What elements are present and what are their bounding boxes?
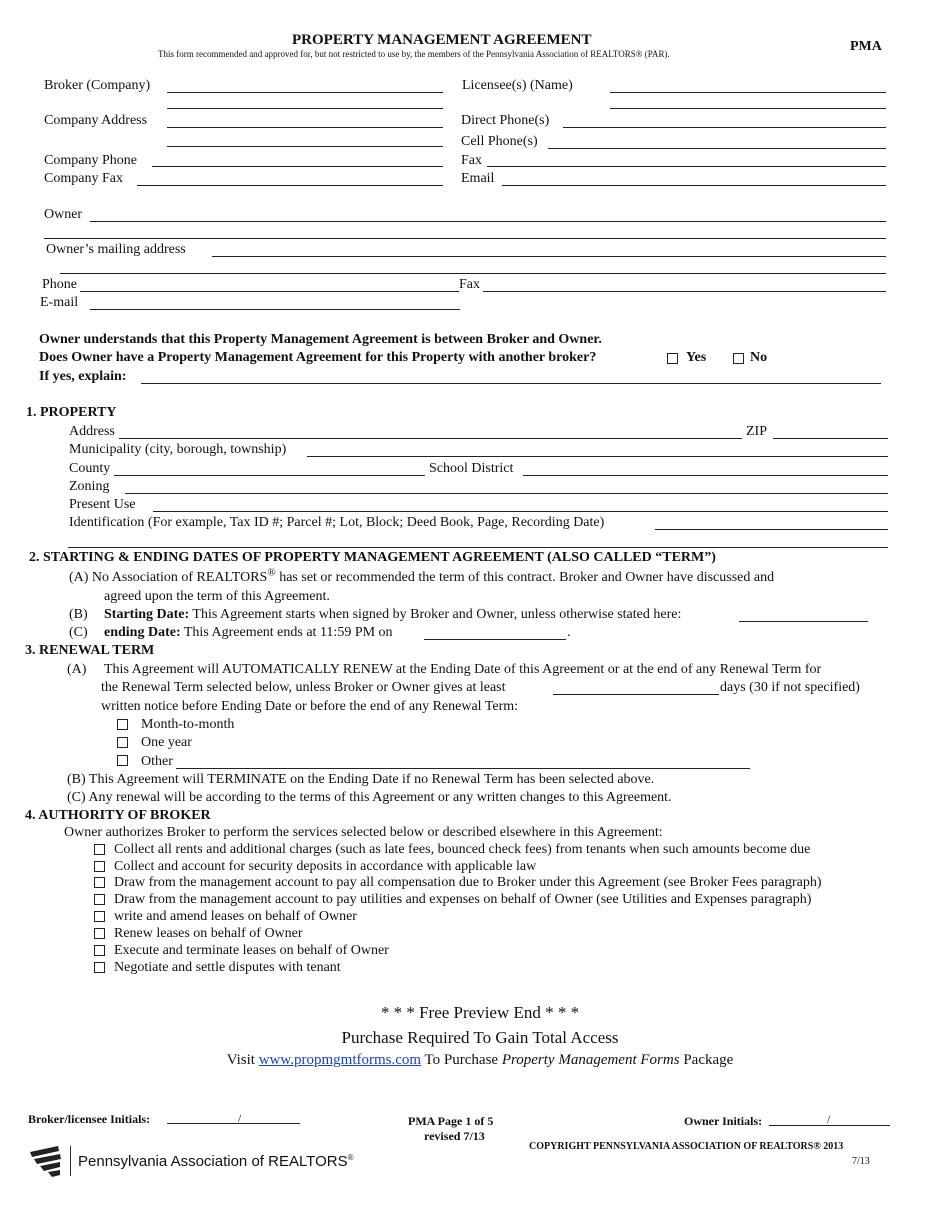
- fax-label: Fax: [461, 153, 482, 168]
- other-field[interactable]: [176, 768, 750, 769]
- page-number: PMA Page 1 of 5: [408, 1114, 494, 1128]
- authority-item-8: Negotiate and settle disputes with tenant: [114, 960, 341, 975]
- section3-a-line2-post: days (30 if not specified): [720, 680, 860, 695]
- month-to-month-checkbox[interactable]: [117, 719, 128, 730]
- authority-checkbox-7[interactable]: [94, 945, 105, 956]
- identification-field[interactable]: [655, 529, 888, 530]
- section4-heading: 4. AUTHORITY OF BROKER: [25, 808, 211, 823]
- identification-label: Identification (For example, Tax ID #; Parcel #; Lot, Block; Deed Book, Page, Recording Date): [69, 515, 605, 530]
- licensees-label: Licensee(s) (Name): [462, 78, 573, 93]
- address-label: Address: [69, 424, 115, 439]
- identification-field-2[interactable]: [68, 547, 888, 548]
- present-use-field[interactable]: [153, 511, 888, 512]
- present-use-label: Present Use: [69, 497, 136, 512]
- starting-date-field[interactable]: [739, 621, 868, 622]
- authority-checkbox-8[interactable]: [94, 962, 105, 973]
- authority-checkbox-1[interactable]: [94, 844, 105, 855]
- month-to-month-label: Month-to-month: [141, 717, 235, 732]
- no-label: No: [750, 350, 768, 365]
- preview-end-notice: * * * Free Preview End * * *: [380, 1003, 580, 1022]
- one-year-label: One year: [141, 735, 192, 750]
- licensees-field[interactable]: [610, 92, 886, 93]
- yes-checkbox[interactable]: [667, 353, 678, 364]
- par-logo-icon: [28, 1144, 68, 1180]
- company-phone-field[interactable]: [152, 166, 443, 167]
- county-field[interactable]: [114, 475, 425, 476]
- authority-item-6: Renew leases on behalf of Owner: [114, 926, 303, 941]
- owner-statement-1: Owner understands that this Property Management Agreement is between Broker and Owner.: [39, 332, 602, 347]
- section2-b-label: (B): [69, 607, 88, 622]
- owner-initials-slash: /: [827, 1112, 831, 1126]
- authority-item-3: Draw from the management account to pay all compensation due to Broker under this Agreement (see Broker Fees paragraph): [114, 875, 822, 890]
- broker-initials-label: Broker/licensee Initials:: [28, 1112, 151, 1126]
- owner-field-2[interactable]: [44, 238, 886, 239]
- logo-text: Pennsylvania Association of REALTORS®: [78, 1153, 354, 1170]
- section3-a-line2-pre: the Renewal Term selected below, unless Broker or Owner gives at least: [101, 680, 506, 695]
- section3-a-line3: written notice before Ending Date or before the end of any Renewal Term:: [101, 699, 519, 714]
- authority-item-1: Collect all rents and additional charges (such as late fees, bounced check fees) from tenants when such amounts become due: [114, 842, 811, 857]
- other-label: Other: [141, 754, 173, 769]
- cell-phone-field[interactable]: [548, 148, 886, 149]
- copyright-text: COPYRIGHT PENNSYLVANIA ASSOCIATION OF REALTORS® 2013: [529, 1141, 844, 1152]
- email-label: Email: [461, 171, 495, 186]
- company-address-label: Company Address: [44, 113, 148, 128]
- logo-divider: [70, 1146, 71, 1176]
- owner-statement-2: Does Owner have a Property Management Agreement for this Property with another broker?: [39, 350, 597, 365]
- form-code: PMA: [850, 39, 882, 54]
- revised-date: revised 7/13: [424, 1129, 485, 1143]
- email2-field[interactable]: [90, 309, 460, 310]
- form-subtitle: This form recommended and approved for, but not restricted to use by, the members of the Pennsylvania Association of REALTORS® (PAR).: [158, 49, 670, 59]
- section3-a-line1: This Agreement will AUTOMATICALLY RENEW at the Ending Date of this Agreement or at the end of any Renewal Term for: [104, 662, 822, 677]
- owner-label: Owner: [44, 207, 83, 222]
- municipality-label: Municipality (city, borough, township): [69, 442, 287, 457]
- address-field[interactable]: [119, 438, 742, 439]
- company-fax-label: Company Fax: [44, 171, 123, 186]
- company-fax-field[interactable]: [137, 185, 443, 186]
- school-district-label: School District: [429, 461, 514, 476]
- section2-heading: 2. STARTING & ENDING DATES OF PROPERTY MANAGEMENT AGREEMENT (ALSO CALLED “TERM”): [29, 550, 716, 565]
- purchase-required-notice: Purchase Required To Gain Total Access: [341, 1028, 619, 1047]
- footer-code: 7/13: [852, 1156, 870, 1167]
- section3-b: (B) This Agreement will TERMINATE on the Ending Date if no Renewal Term has been selected above.: [67, 772, 655, 787]
- municipality-field[interactable]: [307, 456, 888, 457]
- section3-heading: 3. RENEWAL TERM: [25, 643, 155, 658]
- direct-phone-label: Direct Phone(s): [461, 113, 550, 128]
- propmgmtforms-link[interactable]: www.propmgmtforms.com: [258, 1052, 422, 1068]
- notice-days-field[interactable]: [553, 694, 719, 695]
- authority-checkbox-3[interactable]: [94, 877, 105, 888]
- zoning-field[interactable]: [125, 493, 888, 494]
- phone-label: Phone: [42, 277, 77, 292]
- owner-mailing-field[interactable]: [212, 256, 886, 257]
- authority-checkbox-2[interactable]: [94, 861, 105, 872]
- licensees-field-2[interactable]: [610, 108, 886, 109]
- no-checkbox[interactable]: [733, 353, 744, 364]
- section3-a-label: (A): [67, 662, 87, 677]
- broker-initials-slash: /: [238, 1111, 242, 1125]
- section3-c: (C) Any renewal will be according to the terms of this Agreement or any written changes to this Agreement.: [67, 790, 672, 805]
- ending-date-text: ending Date: This Agreement ends at 11:59 PM on: [104, 625, 393, 640]
- visit-line: Visit www.propmgmtforms.com To Purchase Property Management Forms Package: [226, 1052, 734, 1068]
- authority-checkbox-4[interactable]: [94, 894, 105, 905]
- county-label: County: [69, 461, 111, 476]
- section2-a-line2: agreed upon the term of this Agreement.: [104, 589, 330, 604]
- authority-checkbox-6[interactable]: [94, 928, 105, 939]
- zoning-label: Zoning: [69, 479, 110, 494]
- owner-initials-label: Owner Initials:: [684, 1114, 763, 1128]
- yes-label: Yes: [686, 350, 707, 365]
- broker-initials-field[interactable]: [167, 1123, 300, 1124]
- fax-field[interactable]: [487, 166, 886, 167]
- explain-field[interactable]: [141, 383, 881, 384]
- owner-field[interactable]: [90, 221, 886, 222]
- direct-phone-field[interactable]: [563, 127, 886, 128]
- authority-checkbox-5[interactable]: [94, 911, 105, 922]
- broker-company-field-2[interactable]: [167, 108, 443, 109]
- email-field[interactable]: [502, 185, 886, 186]
- broker-company-field[interactable]: [167, 92, 443, 93]
- owner-mailing-field-2[interactable]: [60, 273, 886, 274]
- fax2-label: Fax: [459, 277, 480, 292]
- section2-c-label: (C): [69, 625, 88, 640]
- company-address-field-2[interactable]: [167, 146, 443, 147]
- other-checkbox[interactable]: [117, 755, 128, 766]
- form-title: PROPERTY MANAGEMENT AGREEMENT: [292, 32, 592, 48]
- section4-intro: Owner authorizes Broker to perform the services selected below or described elsewhere in this Agreement:: [64, 825, 663, 840]
- ending-date-period: .: [567, 625, 571, 640]
- zip-field[interactable]: [773, 438, 888, 439]
- owner-mailing-label: Owner’s mailing address: [46, 242, 186, 257]
- explain-label: If yes, explain:: [39, 369, 127, 384]
- zip-label: ZIP: [746, 424, 767, 439]
- phone-field[interactable]: [80, 291, 459, 292]
- broker-company-label: Broker (Company): [44, 78, 151, 93]
- company-phone-label: Company Phone: [44, 153, 137, 168]
- section2-a-line1: (A) No Association of REALTORS® has set or recommended the term of this contract. Broker and Owner have discussed and: [69, 566, 775, 585]
- school-district-field[interactable]: [523, 475, 888, 476]
- authority-item-2: Collect and account for security deposits in accordance with applicable law: [114, 859, 537, 874]
- authority-item-4: Draw from the management account to pay utilities and expenses on behalf of Owner (see Utilities and Expenses paragraph): [114, 892, 812, 907]
- starting-date-text: Starting Date: This Agreement starts when signed by Broker and Owner, unless otherwise stated here:: [104, 607, 682, 622]
- authority-item-7: Execute and terminate leases on behalf of Owner: [114, 943, 389, 958]
- fax2-field[interactable]: [483, 291, 886, 292]
- one-year-checkbox[interactable]: [117, 737, 128, 748]
- section1-heading: 1. PROPERTY: [26, 405, 117, 420]
- company-address-field[interactable]: [167, 127, 443, 128]
- email2-label: E-mail: [40, 295, 79, 310]
- cell-phone-label: Cell Phone(s): [461, 134, 538, 149]
- ending-date-field[interactable]: [424, 639, 566, 640]
- authority-item-5: write and amend leases on behalf of Owner: [114, 909, 357, 924]
